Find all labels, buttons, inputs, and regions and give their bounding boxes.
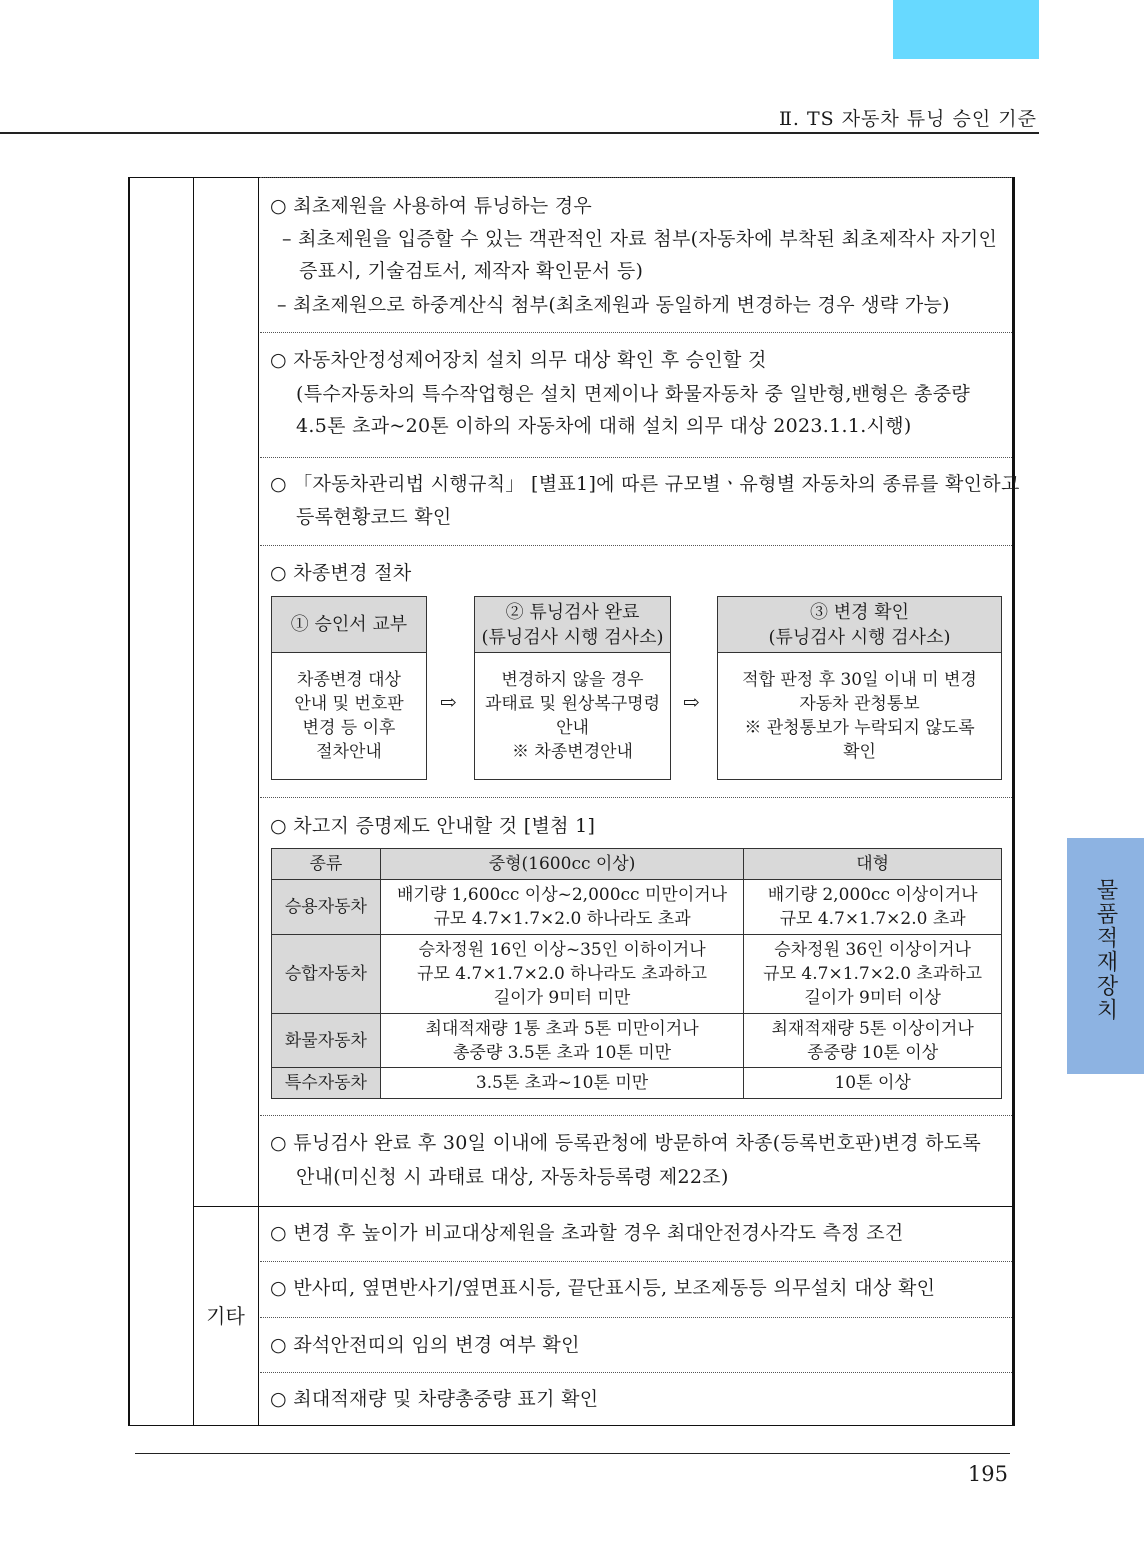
vehicle-class-table (271, 848, 1002, 1099)
cell-line: 규모 4.7×1.7×2.0 초과 (779, 909, 966, 929)
row-header-cell: 승합자동차 (272, 935, 381, 1014)
table-row (272, 935, 1002, 1014)
separator (260, 457, 1012, 458)
cell-line: 길이가 9미터 미만 (493, 988, 631, 1008)
cell-line: 배기량 1,600cc 이상~2,000cc 미만이거나 (396, 885, 728, 905)
cell-line: 길이가 9미터 이상 (804, 988, 941, 1008)
section2-line3: 4.5톤 초과~20톤 이하의 자동차에 대해 설치 의무 대상 2023.1.1.시행) (296, 415, 912, 437)
flow-step-1-body (272, 653, 426, 779)
flow-step-3-text: ※ 관청통보가 누락되지 않도록 (744, 718, 975, 738)
row-header-cell: 승용자동차 (272, 880, 381, 935)
cell-line: 최대적재량 1통 초과 5톤 미만이거나 (425, 1018, 699, 1039)
row-header-cell: 화물자동차 (272, 1014, 381, 1068)
flow-step-3-head (718, 597, 1001, 653)
section3-line2: 등록현황코드 확인 (296, 506, 452, 528)
flow-step-1-text: 안내 및 번호판 (294, 694, 404, 714)
section4-title: ○ 차종변경 절차 (270, 562, 412, 584)
page-number: 195 (967, 1462, 1008, 1486)
table-right-border (1012, 177, 1015, 1426)
flow-arrow-icon: ⇨ (440, 690, 457, 714)
etc-row-divider (193, 1206, 1013, 1207)
cell-line: 최재적재량 5톤 이상이거나 (771, 1018, 974, 1039)
cell-line: 종중량 10톤 이상 (807, 1042, 939, 1063)
footer-rule (135, 1453, 1010, 1454)
flow-step-2-text: 과태료 및 원상복구명령 (484, 694, 661, 714)
table-cell (744, 880, 1002, 935)
flow-step-2-body (475, 653, 670, 779)
flow-step-3-text: 자동차 관청통보 (799, 694, 920, 714)
table-bottom-border (128, 1425, 1014, 1426)
cell-line: 총중량 3.5톤 초과 10톤 미만 (453, 1042, 672, 1063)
etc-item: ○ 좌석안전띠의 임의 변경 여부 확인 (270, 1334, 580, 1356)
table-left-border (128, 177, 130, 1426)
flow-step-1-head (272, 597, 426, 653)
section2-line2: (특수자동차의 특수작업형은 설치 면제이나 화물자동차 중 일반형,밴형은 총중량 (296, 383, 971, 405)
row-header-cell: 특수자동차 (272, 1068, 381, 1099)
flow-step-1-title: ① 승인서 교부 (290, 614, 408, 635)
flow-step-2 (474, 596, 671, 780)
separator (260, 797, 1012, 798)
table-cell (380, 935, 743, 1014)
section1-line2: – 최초제원을 입증할 수 있는 객관적인 자료 첨부(자동차에 부착된 최초제작사 자기인 (282, 228, 998, 250)
flow-step-1 (271, 596, 427, 780)
section5-title: ○ 차고지 증명제도 안내할 것 [별첨 1] (270, 815, 596, 837)
cell-line: 규모 4.7×1.7×2.0 초과하고 (763, 964, 983, 984)
cell-line: 배기량 2,000cc 이상이거나 (767, 885, 978, 905)
cell-line: 10톤 이상 (834, 1073, 911, 1093)
flow-step-3-subtitle: (튜닝검사 시행 검사소) (768, 626, 951, 648)
cell-line: 승차정원 16인 이상~35인 이하이거나 (418, 940, 706, 960)
flow-step-3-text: 확인 (843, 742, 876, 762)
flow-step-3-text: 적합 판정 후 30일 이내 미 변경 (742, 670, 977, 690)
cell-line: 규모 4.7×1.7×2.0 하나라도 초과 (433, 909, 691, 929)
table-cell (380, 1014, 743, 1068)
table-row (272, 880, 1002, 935)
top-color-bar (893, 0, 1039, 59)
table-header-cell: 종류 (272, 849, 381, 880)
section1-line1: ○ 최초제원을 사용하여 튜닝하는 경우 (270, 195, 593, 217)
flow-step-1-text: 변경 등 이후 (302, 718, 396, 738)
flow-step-2-head (475, 597, 670, 653)
section6-line2: 안내(미신청 시 과태료 대상, 자동차등록령 제22조) (296, 1166, 729, 1188)
table-row (272, 1014, 1002, 1068)
header-rule (0, 132, 1039, 134)
table-row (272, 1068, 1002, 1099)
separator (260, 177, 1012, 178)
table-col-divider-1 (193, 177, 194, 1426)
flow-step-2-subtitle: (튜닝검사 시행 검사소) (481, 626, 664, 648)
separator (260, 1261, 1012, 1262)
cell-line: 승차정원 36인 이상이거나 (774, 940, 971, 960)
separator (260, 1317, 1012, 1318)
table-cell (380, 1068, 743, 1099)
flow-step-2-text: 안내 (556, 718, 589, 738)
section1-line4: – 최초제원으로 하중계산식 첨부(최초제원과 동일하게 변경하는 경우 생략 가능) (277, 294, 950, 316)
flow-step-2-text: ※ 차종변경안내 (512, 742, 633, 762)
etc-item: ○ 최대적재량 및 차량총중량 표기 확인 (270, 1388, 599, 1410)
table-cell (744, 1014, 1002, 1068)
section2-line1: ○ 자동차안정성제어장치 설치 의무 대상 확인 후 승인할 것 (270, 349, 767, 371)
flow-step-3-body (718, 653, 1001, 779)
separator (260, 545, 1012, 546)
side-tab (1067, 838, 1144, 1074)
etc-row-label: 기타 (206, 1304, 245, 1328)
section3-line1: ○ 「자동차관리법 시행규칙」 [별표1]에 따른 규모별ㆍ유형별 자동차의 종류를 확인하고 (270, 473, 1020, 495)
flow-step-1-text: 절차안내 (316, 742, 382, 762)
flow-step-3 (717, 596, 1002, 780)
section6-line1: ○ 튜닝검사 완료 후 30일 이내에 등록관청에 방문하여 차종(등록번호판)변경 하도록 (270, 1132, 982, 1154)
side-tab-label: 물품적재장치 (1093, 878, 1118, 1022)
separator (260, 1115, 1012, 1116)
chapter-title: Ⅱ. TS 자동차 튜닝 승인 기준 (778, 108, 1037, 130)
etc-item: ○ 변경 후 높이가 비교대상제원을 초과할 경우 최대안전경사각도 측정 조건 (270, 1222, 904, 1244)
section1-line3: 증표시, 기술검토서, 제작자 확인문서 등) (299, 260, 644, 282)
table-col-divider-2 (258, 177, 259, 1426)
flow-step-1-text: 차종변경 대상 (297, 670, 401, 690)
cell-line: 3.5톤 초과~10톤 미만 (475, 1073, 649, 1093)
flow-step-2-text: 변경하지 않을 경우 (501, 670, 644, 690)
table-header-row (272, 849, 1002, 880)
flow-arrow-icon: ⇨ (683, 690, 700, 714)
flow-step-3-title: ③ 변경 확인 (810, 601, 909, 623)
cell-line: 규모 4.7×1.7×2.0 하나라도 초과하고 (417, 964, 708, 984)
table-cell (744, 1068, 1002, 1099)
separator (260, 332, 1012, 333)
table-cell (380, 880, 743, 935)
separator (260, 1372, 1012, 1373)
table-header-cell: 중형(1600cc 이상) (380, 849, 743, 880)
table-cell (744, 935, 1002, 1014)
flow-step-2-title: ② 튜닝검사 완료 (505, 601, 640, 623)
etc-item: ○ 반사띠, 옆면반사기/옆면표시등, 끝단표시등, 보조제동등 의무설치 대상 확인 (270, 1277, 936, 1299)
table-header-cell: 대형 (744, 849, 1002, 880)
